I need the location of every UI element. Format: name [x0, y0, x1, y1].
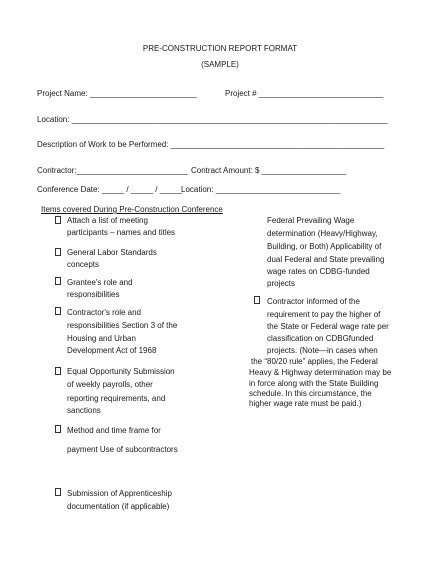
- item-line: Contractor informed of the: [267, 297, 360, 306]
- checkbox-icon: [55, 488, 61, 496]
- item-line: payment Use of subcontractors: [67, 445, 178, 454]
- checkbox-icon: [55, 367, 61, 375]
- item-line: the State or Federal wage rate per: [267, 322, 389, 331]
- item-line: participants – names and titles: [67, 228, 176, 237]
- note-line: in force along with the State Building: [249, 379, 379, 388]
- item-line: Grantee's role and: [67, 278, 133, 287]
- item-line: Building, or Both) Applicability of: [267, 242, 382, 251]
- item-line: projects. (Note—in cases when: [267, 346, 378, 355]
- note-line: Heavy & Highway determination may be: [249, 368, 392, 377]
- item-line: classification on CDBGfunded: [267, 334, 374, 343]
- items-heading: Items covered During Pre-Construction Conference: [41, 205, 223, 214]
- item-line: dual Federal and State prevailing: [267, 255, 385, 264]
- item-line: Contractor's role and: [67, 308, 142, 317]
- item-line: requirement to pay the higher of: [267, 310, 381, 319]
- checkbox-icon: [55, 307, 61, 315]
- item-line: Development Act of 1968: [67, 346, 157, 355]
- work-description-field: Description of Work to be Performed: ________________________________________________: [37, 140, 385, 149]
- item-line: projects: [267, 279, 296, 288]
- contractor-field: Contractor:_________________________: [37, 166, 188, 175]
- checkbox-icon: [55, 216, 61, 224]
- checkbox-icon: [55, 425, 61, 433]
- item-line: Attach a list of meeting: [67, 216, 148, 225]
- item-line: responsibilities Section 3 of the: [67, 321, 178, 330]
- location-field: Location: _______________________________________________________________________: [37, 115, 388, 124]
- document-subtitle: (SAMPLE): [201, 60, 239, 69]
- note-line: higher wage rate must be paid.): [249, 399, 362, 408]
- note-line: schedule. In this circumstance, the: [249, 389, 372, 398]
- checkbox-icon: [55, 248, 61, 256]
- conference-location-field: Location: ____________________________: [181, 185, 341, 194]
- document-title: PRE-CONSTRUCTION REPORT FORMAT: [142, 44, 298, 53]
- checkbox-icon: [254, 296, 260, 304]
- item-line: documentation (if applicable): [67, 502, 170, 511]
- item-line: determination (Heavy/Highway,: [267, 229, 378, 238]
- item-line: Method and time frame for: [67, 426, 161, 435]
- item-line: Equal Opportunity Submission: [67, 367, 175, 376]
- item-line: Housing and Urban: [67, 334, 136, 343]
- project-name-field: Project Name: ________________________: [37, 89, 197, 98]
- item-line: of weekly payrolls, other: [67, 380, 153, 389]
- item-line: General Labor Standards: [67, 248, 157, 257]
- checkbox-icon: [55, 277, 61, 285]
- item-line: wage rates on CDBG-funded: [267, 267, 370, 276]
- project-number-field: Project # ____________________________: [225, 89, 384, 98]
- item-line: responsibilities: [67, 290, 120, 299]
- contract-amount-field: Contract Amount: $ ___________________: [191, 166, 347, 175]
- item-line: reporting requirements, and: [67, 394, 166, 403]
- conference-date-field: Conference Date: _____ / _____ / _____: [37, 185, 182, 194]
- item-line: sanctions: [67, 406, 101, 415]
- item-line: concepts: [67, 260, 100, 269]
- item-line: Submission of Apprenticeship: [67, 489, 172, 498]
- item-line: Federal Prevailing Wage: [267, 216, 355, 225]
- note-line: the “80/20 rule” applies, the Federal: [251, 357, 378, 366]
